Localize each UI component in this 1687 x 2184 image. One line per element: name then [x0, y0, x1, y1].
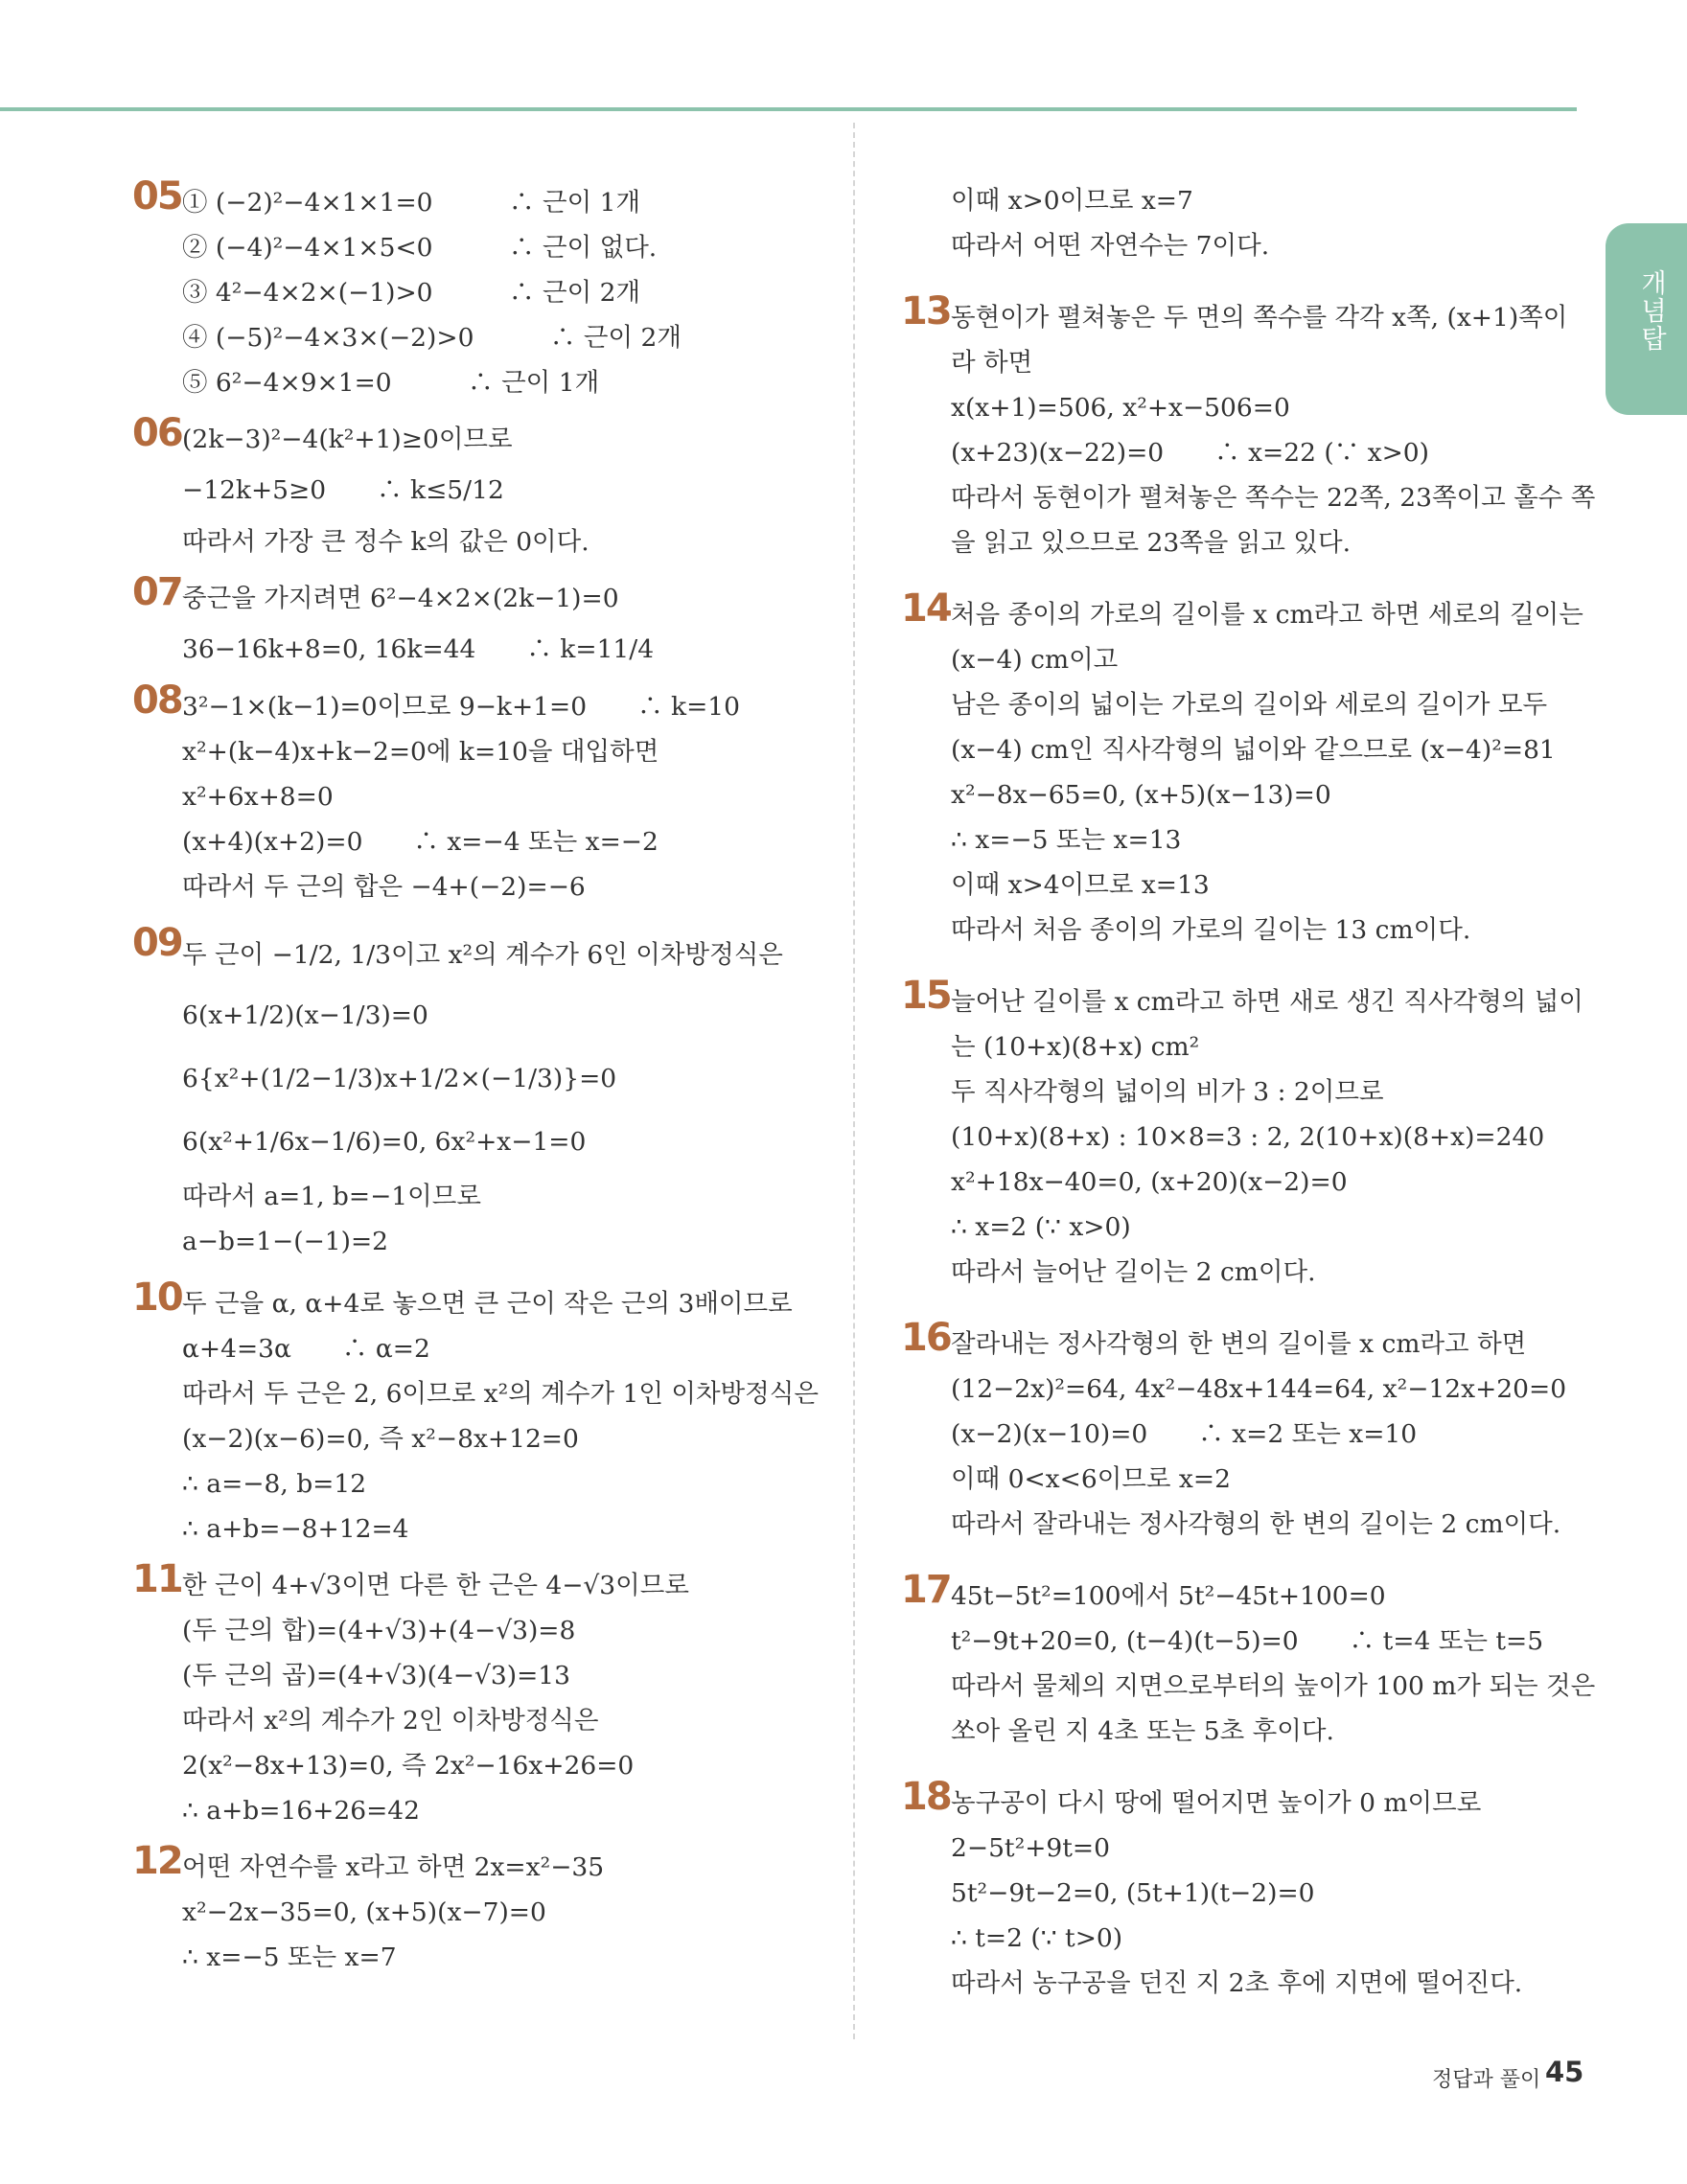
solution-line: 2−5t²+9t=0 [951, 1833, 1110, 1863]
solution-line: (x−4) cm인 직사각형의 넓이와 같으므로 (x−4)²=81 [951, 735, 1556, 765]
solution-line: 농구공이 다시 땅에 떨어지면 높이가 0 m이므로 [951, 1788, 1482, 1818]
solution-line: 라 하면 [951, 348, 1033, 378]
problem-number: 09 [132, 921, 182, 965]
solution-line: 남은 종이의 넓이는 가로의 길이와 세로의 길이가 모두 [951, 690, 1548, 720]
problem-17 [901, 1568, 1596, 1754]
solution-line: ① (−2)²−4×1×1=0 ∴ 근이 1개 [182, 188, 641, 218]
problem-15 [901, 974, 1591, 1295]
solution-line: x²+18x−40=0, (x+20)(x−2)=0 [951, 1167, 1348, 1197]
solution-line: ④ (−5)²−4×3×(−2)>0 ∴ 근이 2개 [182, 323, 682, 353]
solution-line: ∴ t=2 (∵ t>0) [951, 1923, 1123, 1953]
problem-number: 18 [901, 1775, 951, 1819]
problem-11 [132, 1557, 822, 1833]
solution-line: 처음 종이의 가로의 길이를 x cm라고 하면 세로의 길이는 [951, 600, 1583, 630]
solution-line: ∴ a+b=16+26=42 [182, 1796, 421, 1826]
section-tab[interactable] [1606, 223, 1687, 415]
problem-number: 15 [901, 974, 951, 1018]
solution-line: 따라서 처음 종이의 가로의 길이는 13 cm이다. [951, 915, 1471, 945]
solution-line: (x+23)(x−22)=0 ∴ x=22 (∵ x>0) [951, 438, 1429, 468]
solution-line: ∴ x=−5 또는 x=13 [951, 825, 1182, 855]
solution-line: 을 읽고 있으므로 23쪽을 읽고 있다. [951, 528, 1352, 558]
solution-line: x²+(k−4)x+k−2=0에 k=10을 대입하면 [182, 737, 659, 767]
solution-line: (10+x)(8+x) : 10×8=3 : 2, 2(10+x)(8+x)=240 [951, 1122, 1545, 1152]
problem-number: 05 [132, 174, 182, 218]
solution-line: 는 (10+x)(8+x) cm² [951, 1032, 1200, 1062]
solution-line: 36−16k+8=0, 16k=44 ∴ k=11/4 [182, 634, 655, 664]
solution-line: 5t²−9t−2=0, (5t+1)(t−2)=0 [951, 1878, 1315, 1908]
section-tab-label: 개념탑 [1636, 269, 1666, 353]
problem-number: 08 [132, 678, 182, 723]
solution-line: 따라서 가장 큰 정수 k의 값은 0이다. [182, 527, 589, 557]
solution-line: 3²−1×(k−1)=0이므로 9−k+1=0 ∴ k=10 [182, 692, 740, 722]
solution-line: (x+4)(x+2)=0 ∴ x=−4 또는 x=−2 [182, 827, 659, 857]
left-column [132, 174, 822, 1980]
solution-line: 쏘아 올린 지 4초 또는 5초 후이다. [951, 1716, 1334, 1746]
solution-line: (x−2)(x−6)=0, 즉 x²−8x+12=0 [182, 1424, 579, 1454]
solution-line: x²+6x+8=0 [182, 782, 334, 812]
solution-line: (12−2x)²=64, 4x²−48x+144=64, x²−12x+20=0 [951, 1374, 1567, 1404]
problem-07 [132, 570, 822, 678]
solution-line: 따라서 두 근은 2, 6이므로 x²의 계수가 1인 이차방정식은 [182, 1379, 819, 1409]
problem-09 [132, 921, 822, 1264]
top-rule [0, 107, 1577, 111]
solution-line: 동현이가 펼쳐놓은 두 면의 쪽수를 각각 x쪽, (x+1)쪽이 [951, 303, 1568, 333]
problem-06 [132, 411, 822, 564]
solution-line: 잘라내는 정사각형의 한 변의 길이를 x cm라고 하면 [951, 1329, 1527, 1359]
problem-08 [132, 678, 822, 909]
solution-line: 중근을 가지려면 6²−4×2×(2k−1)=0 [182, 584, 619, 613]
solution-line: 따라서 a=1, b=−1이므로 [182, 1182, 481, 1211]
solution-line: t²−9t+20=0, (t−4)(t−5)=0 ∴ t=4 또는 t=5 [951, 1626, 1544, 1656]
problem-12 [132, 1839, 822, 1980]
solution-line: ∴ x=−5 또는 x=7 [182, 1943, 397, 1972]
solution-line: 따라서 늘어난 길이는 2 cm이다. [951, 1257, 1316, 1287]
solution-line: 두 근을 α, α+4로 놓으면 큰 근이 작은 근의 3배이므로 [182, 1289, 793, 1319]
solution-line: −12k+5≥0 ∴ k≤5/12 [182, 475, 504, 505]
column-divider [853, 123, 855, 2039]
solution-line: (2k−3)²−4(k²+1)≥0이므로 [182, 425, 513, 454]
solution-line: α+4=3α ∴ α=2 [182, 1334, 430, 1364]
solution-line: ③ 4²−4×2×(−1)>0 ∴ 근이 2개 [182, 278, 641, 308]
problem-number: 07 [132, 570, 182, 614]
solution-line: (두 근의 곱)=(4+√3)(4−√3)=13 [182, 1661, 571, 1690]
problem-13 [901, 289, 1596, 565]
solution-line: 6(x²+1/6x−1/6)=0, 6x²+x−1=0 [182, 1127, 587, 1157]
problem-number: 16 [901, 1316, 951, 1360]
solution-line: 45t−5t²=100에서 5t²−45t+100=0 [951, 1581, 1386, 1611]
solution-line: (두 근의 합)=(4+√3)+(4−√3)=8 [182, 1616, 576, 1645]
solution-line: (x−4) cm이고 [951, 645, 1119, 675]
solution-line: 이때 0<x<6이므로 x=2 [951, 1464, 1231, 1494]
solution-line: ∴ a=−8, b=12 [182, 1469, 367, 1499]
problem-16 [901, 1316, 1591, 1547]
problem-number: 11 [132, 1557, 182, 1601]
problem-14 [901, 586, 1591, 953]
solution-line: (x−2)(x−10)=0 ∴ x=2 또는 x=10 [951, 1419, 1418, 1449]
solution-line: ⑤ 6²−4×9×1=0 ∴ 근이 1개 [182, 368, 600, 398]
solution-line: 따라서 물체의 지면으로부터의 높이가 100 m가 되는 것은 [951, 1671, 1596, 1701]
solution-line: x²−2x−35=0, (x+5)(x−7)=0 [182, 1897, 546, 1927]
solution-line: 6{x²+(1/2−1/3)x+1/2×(−1/3)}=0 [182, 1064, 617, 1093]
problem-18 [901, 1775, 1591, 2006]
solution-line: a−b=1−(−1)=2 [182, 1227, 389, 1256]
problem-number: 06 [132, 411, 182, 455]
solution-line: 따라서 x²의 계수가 2인 이차방정식은 [182, 1706, 599, 1736]
solution-line: ∴ a+b=−8+12=4 [182, 1514, 409, 1544]
solution-line: 두 직사각형의 넓이의 비가 3 : 2이므로 [951, 1077, 1384, 1107]
problem-10 [132, 1276, 822, 1552]
solution-line: 이때 x>0이므로 x=7 [951, 186, 1193, 216]
page-number: 45 [1545, 2056, 1584, 2088]
problem-number: 10 [132, 1276, 182, 1320]
footer-label: 정답과 풀이 [1432, 2068, 1541, 2092]
solution-line: 따라서 두 근의 합은 −4+(−2)=−6 [182, 872, 586, 902]
problem-number: 13 [901, 289, 951, 333]
solution-line: ∴ x=2 (∵ x>0) [951, 1212, 1131, 1242]
solution-line: 늘어난 길이를 x cm라고 하면 새로 생긴 직사각형의 넓이 [951, 987, 1583, 1017]
solution-line: 이때 x>4이므로 x=13 [951, 870, 1210, 900]
solution-line: x(x+1)=506, x²+x−506=0 [951, 393, 1290, 423]
solution-line: 따라서 잘라내는 정사각형의 한 변의 길이는 2 cm이다. [951, 1509, 1561, 1539]
problem-number: 14 [901, 586, 951, 631]
solution-line: 따라서 농구공을 던진 지 2초 후에 지면에 떨어진다. [951, 1968, 1523, 1998]
problem-05 [132, 174, 822, 405]
solution-line: 따라서 동현이가 펼쳐놓은 쪽수는 22쪽, 23쪽이고 홀수 쪽 [951, 483, 1596, 513]
solution-line: 6(x+1/2)(x−1/3)=0 [182, 1000, 428, 1030]
solution-line: 어떤 자연수를 x라고 하면 2x=x²−35 [182, 1852, 605, 1882]
solution-line: 한 근이 4+√3이면 다른 한 근은 4−√3이므로 [182, 1571, 689, 1600]
solution-line: ② (−4)²−4×1×5<0 ∴ 근이 없다. [182, 233, 658, 263]
solution-line: 2(x²−8x+13)=0, 즉 2x²−16x+26=0 [182, 1751, 635, 1781]
solution-line: x²−8x−65=0, (x+5)(x−13)=0 [951, 780, 1331, 810]
problem-number: 17 [901, 1568, 951, 1612]
solution-line: 두 근이 −1/2, 1/3이고 x²의 계수가 6인 이차방정식은 [182, 940, 783, 970]
right-column [901, 178, 1596, 2006]
solution-line: 따라서 어떤 자연수는 7이다. [951, 231, 1270, 261]
problem-number: 12 [132, 1839, 182, 1883]
problem-continued [901, 178, 1591, 268]
